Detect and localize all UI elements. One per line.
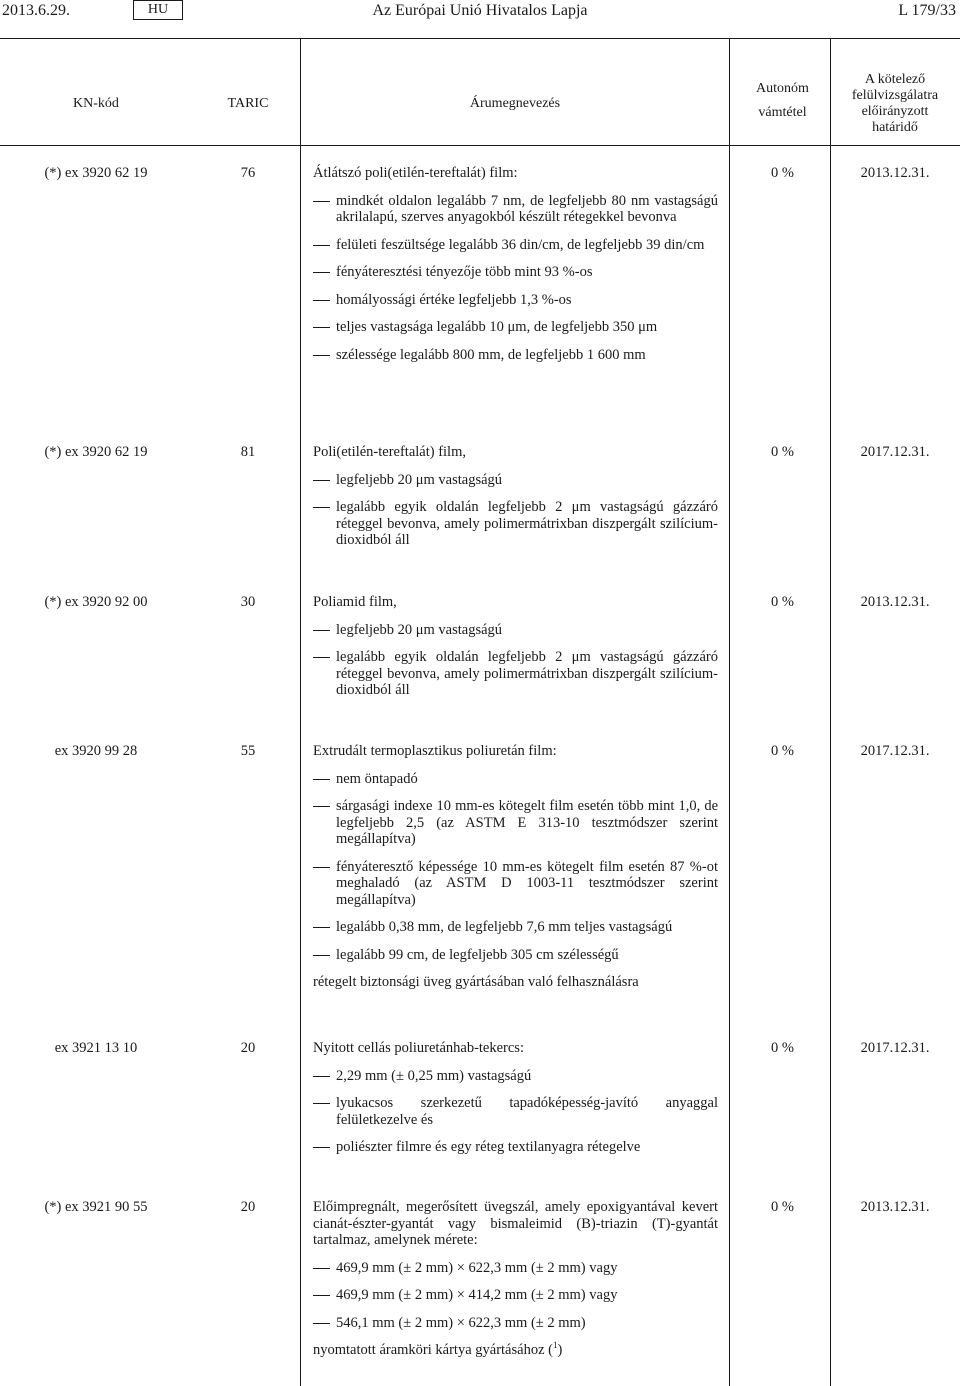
review-date: 2017.12.31. xyxy=(860,743,930,759)
description-intro: Poliamid film, xyxy=(313,594,397,610)
description-intro: Nyitott cellás poliuretánhab-tekercs: xyxy=(313,1040,524,1056)
kn-code: (*) ex 3920 62 19 xyxy=(44,444,148,460)
description-intro: Poli(etilén-tereftalát) film, xyxy=(313,444,466,460)
column-header-review-line: A kötelező xyxy=(864,72,926,87)
column-header-description: Árumegnevezés xyxy=(469,96,561,111)
kn-code: (*) ex 3920 92 00 xyxy=(44,594,148,610)
taric-code: 20 xyxy=(240,1040,256,1056)
kn-code: ex 3920 99 28 xyxy=(54,743,138,759)
description-item: sárgasági indexe 10 mm-es kötegelt film esetén több mint 1,0, de legfeljebb 2,5 (az ASTM E 313-10 tesztmódszer szerint megállapítva) xyxy=(313,798,718,848)
product-description xyxy=(313,594,718,699)
description-intro: Átlátszó poli(etilén-tereftalát) film: xyxy=(313,165,518,181)
description-item: poliészter filmre és egy réteg textilanyagra rétegelve xyxy=(313,1139,718,1156)
description-item: legfeljebb 20 μm vastagságú xyxy=(313,622,718,639)
page-header xyxy=(0,0,960,26)
description-item: homályossági értéke legfeljebb 1,3 %-os xyxy=(313,292,718,309)
duty-rate: 0 % xyxy=(771,1199,794,1215)
taric-code: 20 xyxy=(240,1199,256,1215)
kn-code: ex 3921 13 10 xyxy=(54,1040,138,1056)
column-header-rate xyxy=(735,80,830,121)
taric-code: 81 xyxy=(240,444,256,460)
review-date: 2013.12.31. xyxy=(860,1199,930,1215)
product-description xyxy=(313,165,718,363)
product-description xyxy=(313,1040,718,1156)
description-tail-text: nyomtatott áramköri kártya gyártásához xyxy=(313,1342,545,1358)
column-divider xyxy=(830,38,831,1386)
review-date: 2017.12.31. xyxy=(860,1040,930,1056)
duty-rate: 0 % xyxy=(771,444,794,460)
description-item: nem öntapadó xyxy=(313,771,718,788)
column-header-taric: TARIC xyxy=(227,96,269,111)
description-item: 469,9 mm (± 2 mm) × 622,3 mm (± 2 mm) vagy xyxy=(313,1260,718,1277)
product-description xyxy=(313,743,718,991)
taric-code: 55 xyxy=(240,743,256,759)
footnote-marker: 1 xyxy=(552,1340,558,1351)
product-description xyxy=(313,1199,718,1359)
taric-code: 76 xyxy=(240,165,256,181)
description-item: szélessége legalább 800 mm, de legfeljebb 1 600 mm xyxy=(313,347,718,364)
description-item: fényáteresztő képessége 10 mm-es kötegelt film esetén 87 %-ot meghaladó (az ASTM D 1003-11 tesztmódszer szerint megállapítva) xyxy=(313,859,718,909)
kn-code: (*) ex 3920 62 19 xyxy=(44,165,148,181)
description-item: legfeljebb 20 μm vastagságú xyxy=(313,472,718,489)
language-badge: HU xyxy=(133,0,183,20)
page-reference: L 179/33 xyxy=(898,2,956,19)
description-tail xyxy=(313,974,718,991)
description-item: mindkét oldalon legalább 7 nm, de legfeljebb 80 nm vastagságú akrilalapú, szerves anyagokból készült rétegekkel bevonva xyxy=(313,193,718,226)
column-divider xyxy=(729,38,730,1386)
table-header-rule xyxy=(0,145,960,146)
description-item: legalább egyik oldalán legfeljebb 2 μm vastagságú gázzáró réteggel bevonva, amely polimermátrixban diszpergált szilícium-dioxidból áll xyxy=(313,499,718,549)
review-date: 2017.12.31. xyxy=(860,444,930,460)
duty-rate: 0 % xyxy=(771,165,794,181)
journal-title: Az Európai Unió Hivatalos Lapja xyxy=(372,2,588,19)
description-item: legalább 0,38 mm, de legfeljebb 7,6 mm teljes vastagságú xyxy=(313,919,718,936)
description-item: 2,29 mm (± 0,25 mm) vastagságú xyxy=(313,1068,718,1085)
column-header-rate-line: Autonóm xyxy=(756,81,809,96)
description-item: teljes vastagsága legalább 10 μm, de legfeljebb 350 μm xyxy=(313,319,718,336)
review-date: 2013.12.31. xyxy=(860,165,930,181)
description-item: legalább 99 cm, de legfeljebb 305 cm szélességű xyxy=(313,947,718,964)
review-date: 2013.12.31. xyxy=(860,594,930,610)
description-tail-text: rétegelt biztonsági üveg gyártásában való felhasználásra xyxy=(313,974,639,990)
product-description xyxy=(313,444,718,549)
table-top-rule xyxy=(0,38,960,39)
column-header-review-date xyxy=(830,72,960,136)
kn-code: (*) ex 3921 90 55 xyxy=(44,1199,148,1215)
duty-rate: 0 % xyxy=(771,594,794,610)
description-item: 546,1 mm (± 2 mm) × 622,3 mm (± 2 mm) xyxy=(313,1315,718,1332)
column-header-review-line: előirányzott xyxy=(861,104,929,119)
column-header-review-line: határidő xyxy=(872,120,918,135)
column-header-kn: KN-kód xyxy=(73,96,119,111)
publication-date: 2013.6.29. xyxy=(2,2,70,19)
description-tail: nyomtatott áramköri kártya gyártásához ($^1$) xyxy=(313,1340,563,1358)
duty-rate: 0 % xyxy=(771,743,794,759)
description-item: lyukacsos szerkezetű tapadóképesség-javító anyaggal felületkezelve és xyxy=(313,1095,718,1128)
taric-code: 30 xyxy=(240,594,256,610)
column-divider xyxy=(300,38,301,1386)
column-header-review-line: felülvizsgálatra xyxy=(851,88,939,103)
duty-rate: 0 % xyxy=(771,1040,794,1056)
description-intro: Extrudált termoplasztikus poliuretán film: xyxy=(313,743,557,759)
description-item: 469,9 mm (± 2 mm) × 414,2 mm (± 2 mm) vagy xyxy=(313,1287,718,1304)
description-item: fényáteresztési tényezője több mint 93 %-os xyxy=(313,264,718,281)
description-intro: Előimpregnált, megerősített üvegszál, amely epoxigyantával kevert cianát-észter-gyantát vagy bismaleimid (B)-triazin (T)-gyantát tartalmaz, amelynek mérete: xyxy=(313,1199,718,1248)
description-item: legalább egyik oldalán legfeljebb 2 μm vastagságú gázzáró réteggel bevonva, amely polimermátrixban diszpergált szilícium-dioxidból áll xyxy=(313,649,718,699)
column-header-rate-line: vámtétel xyxy=(758,105,807,120)
description-item: felületi feszültsége legalább 36 din/cm, de legfeljebb 39 din/cm xyxy=(313,237,718,254)
